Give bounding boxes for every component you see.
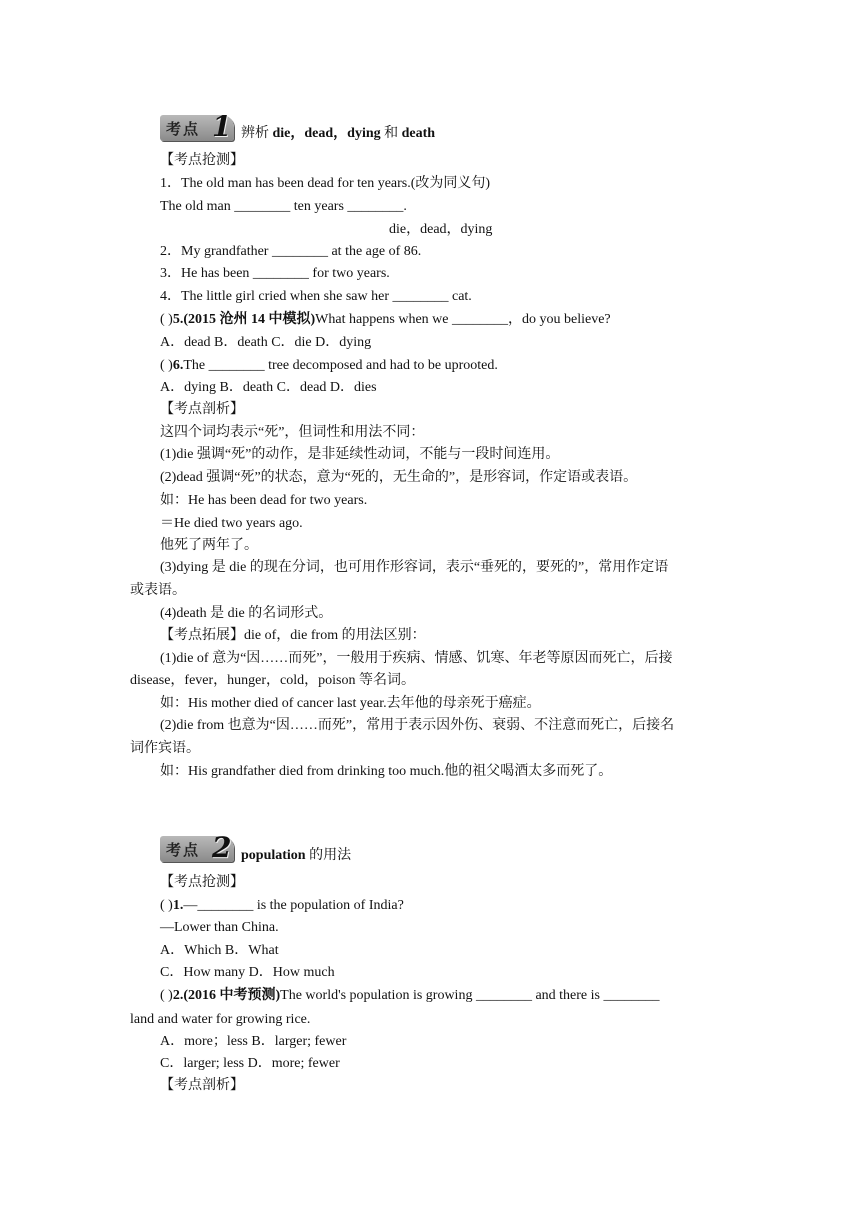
explanation-line: (4)death 是 die 的名词形式。 [160,606,333,621]
question-text: What happens when we ________，do you believe? [315,312,611,327]
question-line: The old man ________ ten years ________. [160,199,407,214]
answer-bracket: ( ) [160,898,173,913]
question-text: The world's population is growing ________ and there is ________ [280,988,660,1003]
options-line: C．larger; less D．more; fewer [160,1056,340,1071]
explanation-line: 或表语。 [130,583,186,598]
answer-bracket: ( ) [160,312,173,327]
question-line [160,310,611,330]
options-line: C．How many D．How much [160,965,335,980]
question-line: 3．He has been ________ for two years. [160,266,390,281]
section-badge-1 [160,110,234,143]
explanation-line: disease，fever，hunger，cold，poison 等名词。 [130,673,415,688]
word-bank: die，dead，dying [389,222,493,237]
explanation-line: 这四个词均表示“死”，但词性和用法不同： [160,425,425,440]
explanation-line: (1)die of 意为“因……而死”，一般用于疾病、情感、饥寒、年老等原因而死亡，后接 [160,651,673,666]
explanation-line: (3)dying 是 die 的现在分词，也可用作形容词，表示“垂死的，要死的”，常用作定语 [160,560,669,575]
question-line [160,356,498,376]
explanation-line: (2)die from 也意为“因……而死”，常用于表示因外伤、衰弱、不注意而死亡，后接名 [160,718,675,733]
options-line: A．more；less B．larger; fewer [160,1034,347,1049]
question-number: 6. [172,358,184,373]
question-line: land and water for growing rice. [130,1012,311,1027]
explanation-line: (2)dead 强调“死”的状态，意为“死的，无生命的”，是形容词，作定语或表语。 [160,470,638,485]
question-text: —________ is the population of India? [183,898,404,913]
options-line: A．dead B．death C．die D．dying [160,335,372,350]
answer-bracket: ( ) [160,358,173,373]
question-line [160,986,659,1006]
question-line: —Lower than China. [160,920,279,935]
options-line: A．dying B．death C．dead D．dies [160,380,377,395]
question-source: 2.(2016 中考预测) [172,988,281,1003]
badge-number: 1 [212,110,232,143]
section-badge-2 [160,831,234,864]
badge-label: 考点 [166,841,201,859]
question-line: 4．The little girl cried when she saw her ________ cat. [160,289,472,304]
example-line: 如：He has been dead for two years. [160,493,368,508]
example-line: 他死了两年了。 [160,538,258,553]
badge-label: 考点 [166,120,201,138]
title-word: population [241,848,306,863]
title-suffix: 的用法 [305,848,352,863]
title-last: death [401,126,436,141]
section-title-1 [241,122,435,142]
section-label: 【考点抢测】 [160,153,244,168]
example-line: 如：His grandfather died from drinking too much.他的祖父喝酒太多而死了。 [160,764,613,779]
question-number: 1. [172,898,184,913]
section-title-2 [241,844,351,864]
badge-number: 2 [212,831,232,864]
explanation-line: 词作宾语。 [130,741,200,756]
question-line: 1．The old man has been dead for ten years.(改为同义句) [160,176,491,191]
section-label: 【考点剖析】 [160,1078,244,1093]
question-line: 2．My grandfather ________ at the age of 86. [160,244,422,259]
example-line: 如：His mother died of cancer last year.去年他的母亲死于癌症。 [160,696,541,711]
title-words: die，dead，dying [272,126,381,141]
question-source: 5.(2015 沧州 14 中模拟) [172,312,316,327]
options-line: A．Which B．What [160,943,279,958]
title-prefix: 辨析 [241,126,273,141]
answer-bracket: ( ) [160,988,173,1003]
section-label: 【考点拓展】die of，die from 的用法区别： [160,628,426,643]
question-text: The ________ tree decomposed and had to be uprooted. [183,358,498,373]
section-label: 【考点剖析】 [160,402,244,417]
explanation-line: (1)die 强调“死”的动作，是非延续性动词，不能与一段时间连用。 [160,447,560,462]
section-label: 【考点抢测】 [160,875,244,890]
title-and: 和 [380,126,402,141]
example-line: ＝He died two years ago. [160,516,303,531]
question-line [160,896,404,916]
